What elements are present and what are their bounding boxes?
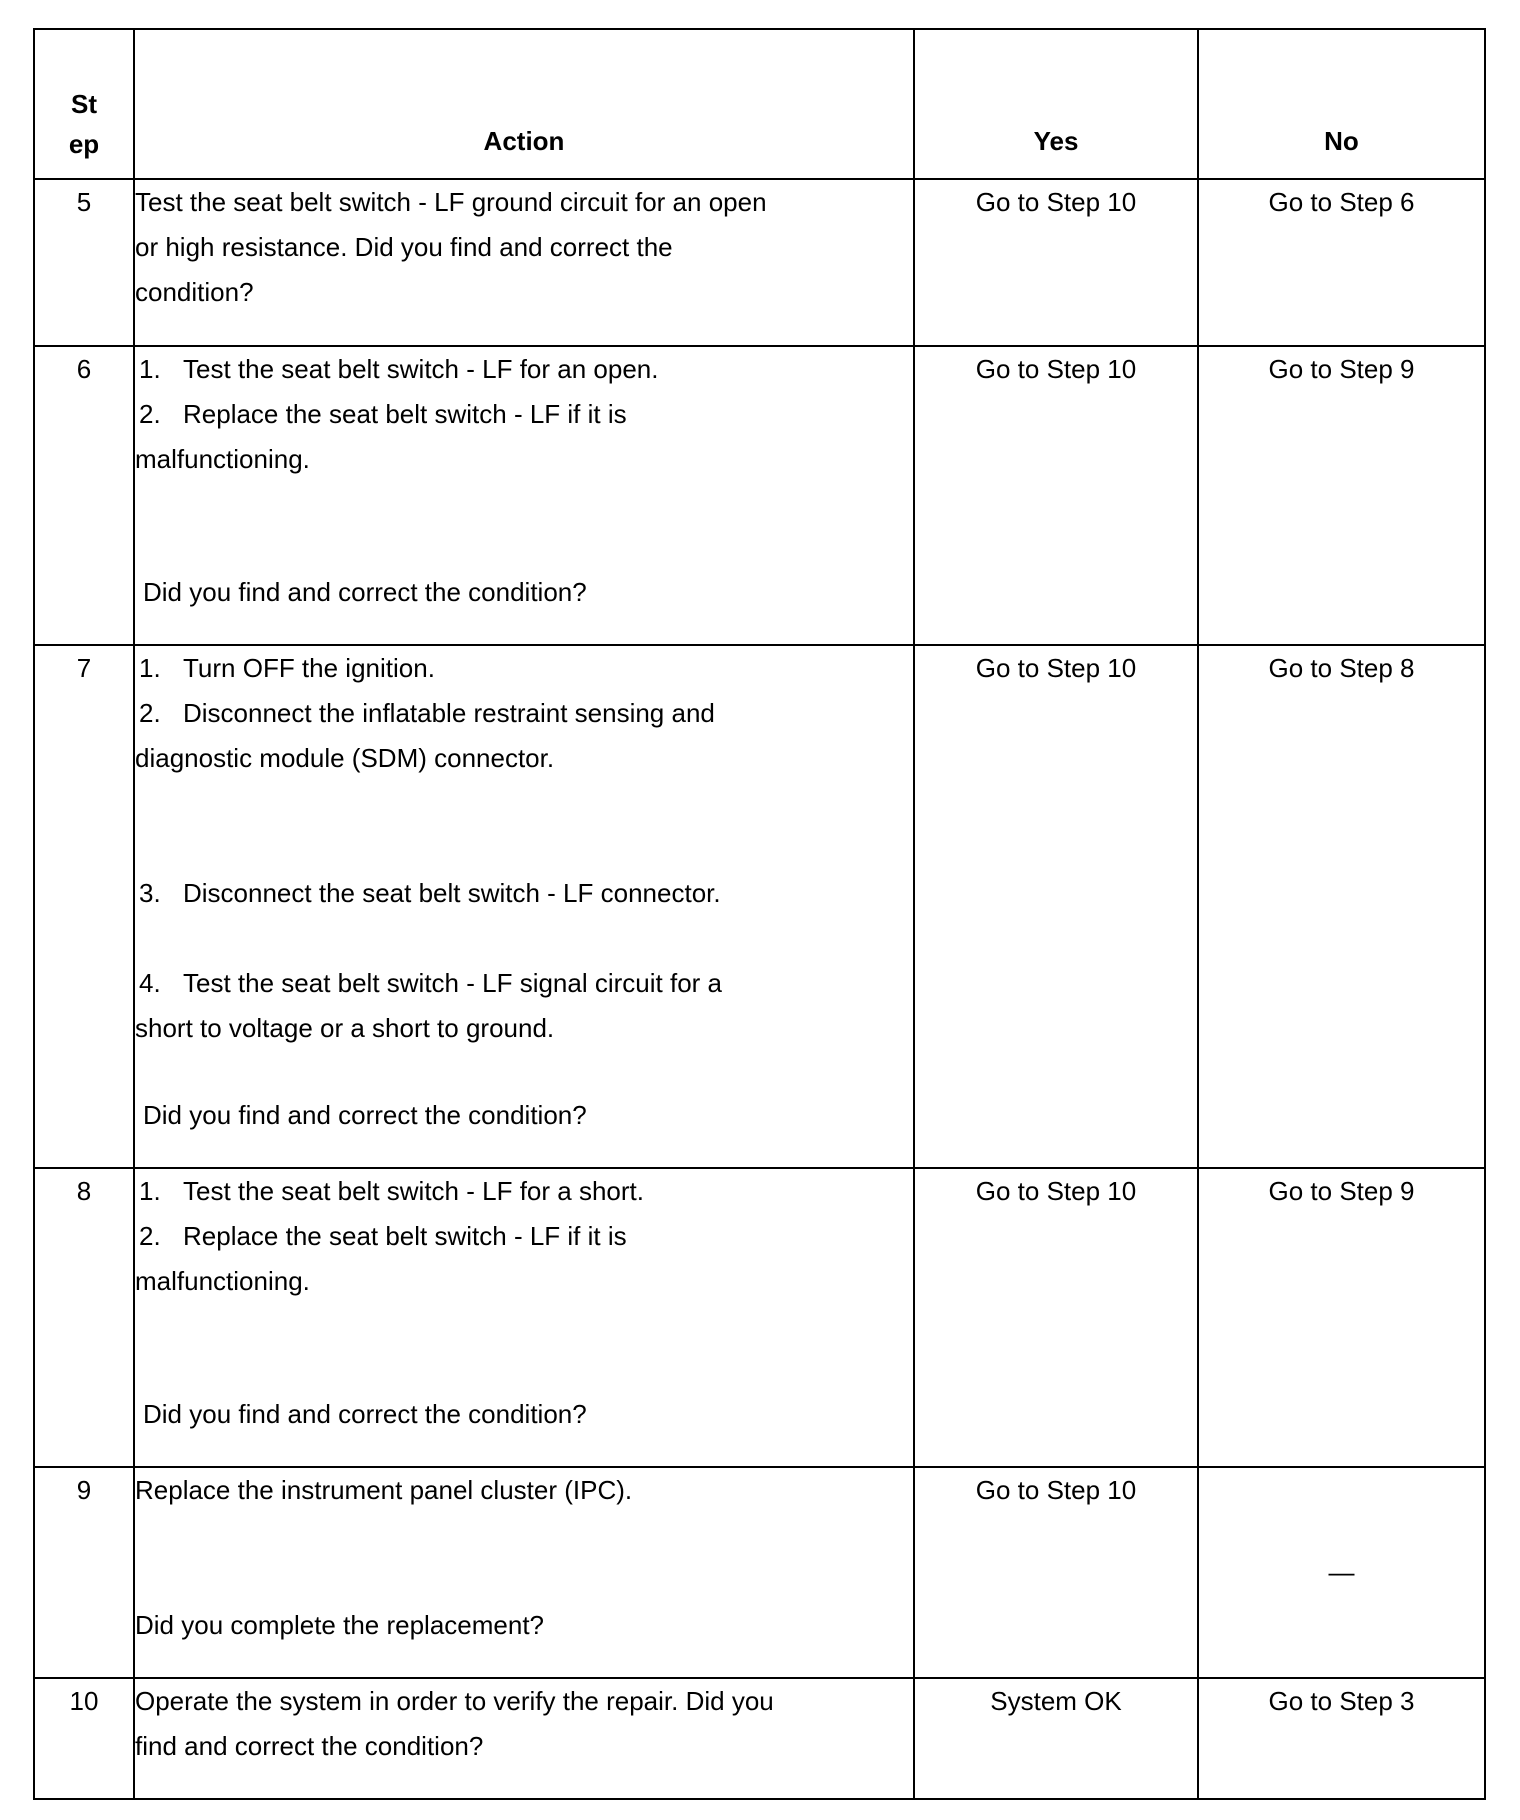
action-question: Did you find and correct the condition? (143, 1100, 587, 1130)
action-cell (134, 1467, 914, 1678)
step-number: 8 (34, 1168, 134, 1467)
step-number: 9 (34, 1467, 134, 1678)
action-text: Operate the system in order to verify the repair. Did you (135, 1686, 774, 1716)
table-row-step-9 (34, 1467, 1485, 1678)
action-cell (134, 645, 914, 1168)
column-header-action: Action (134, 29, 914, 179)
action-list-item: 4. Test the seat belt switch - LF signal circuit for a (139, 968, 722, 998)
step-header-line-2: ep (68, 129, 100, 159)
action-list-item: 2. Disconnect the inflatable restraint sensing and (139, 698, 715, 728)
step-number: 5 (34, 179, 134, 346)
action-list-item: 2. Replace the seat belt switch - LF if it is (139, 399, 627, 429)
yes-result: Go to Step 10 (914, 1467, 1198, 1678)
action-cell (134, 179, 914, 346)
yes-result: System OK (914, 1678, 1198, 1799)
yes-result: Go to Step 10 (914, 346, 1198, 645)
action-text: Test the seat belt switch - LF ground circuit for an open (135, 187, 767, 217)
no-result: Go to Step 9 (1198, 1168, 1485, 1467)
column-header-step (34, 29, 134, 179)
action-text: malfunctioning. (135, 444, 310, 474)
action-list-item: 1. Test the seat belt switch - LF for an open. (139, 354, 659, 384)
column-header-no: No (1198, 29, 1485, 179)
table-row-step-5 (34, 179, 1485, 346)
no-result: — (1198, 1467, 1485, 1678)
action-question: Did you find and correct the condition? (143, 577, 587, 607)
action-list-item: 2. Replace the seat belt switch - LF if it is (139, 1221, 627, 1251)
action-text: Replace the instrument panel cluster (IPC). (135, 1475, 633, 1505)
step-number: 10 (34, 1678, 134, 1799)
action-question: Did you complete the replacement? (135, 1610, 545, 1640)
step-number: 7 (34, 645, 134, 1168)
table-row-step-8 (34, 1168, 1485, 1467)
action-question: Did you find and correct the condition? (143, 1399, 587, 1429)
table-row-step-6 (34, 346, 1485, 645)
action-text: or high resistance. Did you find and correct the (135, 232, 673, 262)
diagnostic-table (33, 28, 1486, 1800)
yes-result: Go to Step 10 (914, 645, 1198, 1168)
table-row-step-7 (34, 645, 1485, 1168)
action-text: find and correct the condition? (135, 1731, 484, 1761)
action-cell (134, 346, 914, 645)
yes-result: Go to Step 10 (914, 1168, 1198, 1467)
action-list-item: 3. Disconnect the seat belt switch - LF connector. (139, 878, 721, 908)
action-cell (134, 1168, 914, 1467)
action-text: short to voltage or a short to ground. (135, 1013, 555, 1043)
no-result: Go to Step 8 (1198, 645, 1485, 1168)
step-header-line-1: St (71, 89, 97, 119)
action-list-item: 1. Turn OFF the ignition. (139, 653, 435, 683)
action-text: diagnostic module (SDM) connector. (135, 743, 555, 773)
table-row-step-10 (34, 1678, 1485, 1799)
action-text: malfunctioning. (135, 1266, 310, 1296)
no-result: Go to Step 3 (1198, 1678, 1485, 1799)
step-number: 6 (34, 346, 134, 645)
no-result: Go to Step 9 (1198, 346, 1485, 645)
table-header-row (34, 29, 1485, 179)
action-cell (134, 1678, 914, 1799)
action-text: condition? (135, 277, 254, 307)
no-result: Go to Step 6 (1198, 179, 1485, 346)
column-header-yes: Yes (914, 29, 1198, 179)
yes-result: Go to Step 10 (914, 179, 1198, 346)
action-list-item: 1. Test the seat belt switch - LF for a short. (139, 1176, 644, 1206)
